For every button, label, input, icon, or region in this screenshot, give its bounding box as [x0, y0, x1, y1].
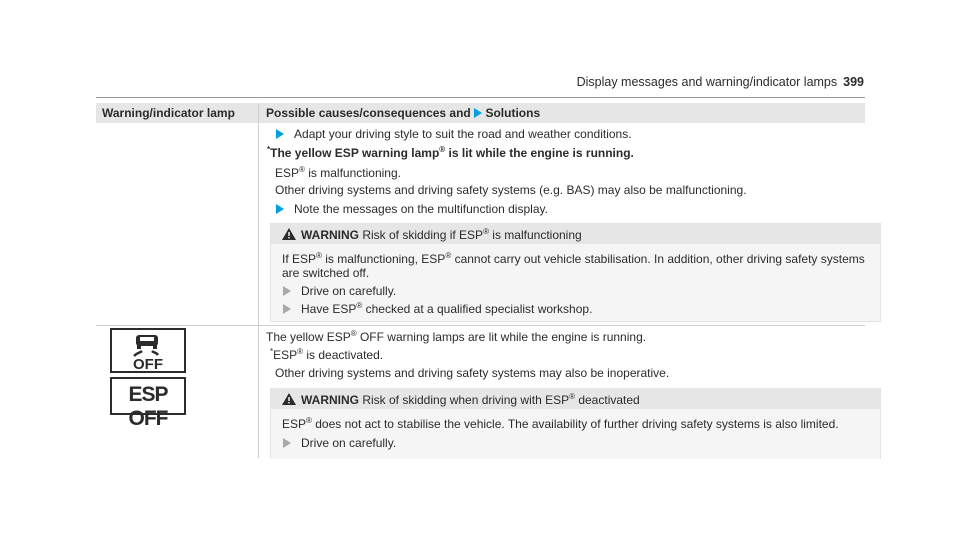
row1-esp-malfunction: ESP® is malfunctioning.	[275, 165, 401, 180]
esp-off-label: ESP OFF	[128, 383, 168, 430]
row-divider	[96, 325, 865, 326]
arrow-right-icon	[474, 108, 482, 118]
arrow-right-icon	[276, 129, 284, 139]
page-header	[577, 75, 864, 89]
row1-step-adapt: Adapt your driving style to suit the road and weather conditions.	[276, 127, 632, 141]
table-header	[96, 103, 865, 123]
header-rule	[96, 97, 865, 98]
row2-lamp-lit: The yellow ESP® OFF warning lamps are lit while the engine is running.	[266, 329, 647, 344]
esp-off-text-lamp-icon	[110, 377, 186, 430]
warning-title: WARNING Risk of skidding if ESP® is malfunctioning	[301, 227, 582, 242]
header-title: Display messages and warning/indicator lamps	[576, 75, 838, 89]
warning-title: WARNING Risk of skidding when driving with ESP® deactivated	[301, 392, 640, 407]
row1-step-note: Note the messages on the multifunction display.	[276, 202, 548, 216]
warning-body-line2: are switched off.	[282, 266, 370, 280]
row2-warning-box	[270, 388, 881, 459]
warning-step-workshop: Have ESP® checked at a qualified specialist workshop.	[283, 302, 592, 316]
column-divider	[258, 103, 259, 458]
warning-step-drive: Drive on carefully.	[283, 436, 396, 450]
row2-esp-deactivated: *ESP® is deactivated.	[270, 347, 384, 362]
warning-triangle-icon	[282, 393, 296, 405]
row1-other-systems: Other driving systems and driving safety systems (e.g. BAS) may also be malfunctioning.	[275, 183, 747, 197]
row1-cause-heading: *The yellow ESP warning lamp® is lit while the engine is running.	[267, 145, 634, 160]
row2-other-systems: Other driving systems and driving safety systems may also be inoperative.	[275, 366, 670, 380]
warning-lamp-table	[96, 103, 865, 458]
skidding-car-icon	[112, 330, 184, 371]
arrow-right-icon	[283, 286, 291, 296]
warning-body: ESP® does not act to stabilise the vehicle. The availability of further driving safety systems is also limited.	[282, 416, 839, 431]
row1-warning-box	[270, 223, 881, 322]
col-header-lamp: Warning/indicator lamp	[102, 106, 235, 120]
esp-off-skid-lamp-icon	[110, 328, 186, 373]
col-header-causes: Possible causes/consequences and Solutions	[266, 106, 541, 120]
warning-triangle-icon	[282, 228, 296, 240]
page-number: 399	[843, 75, 864, 89]
arrow-right-icon	[283, 438, 291, 448]
svg-text:OFF: OFF	[133, 356, 163, 371]
arrow-right-icon	[276, 204, 284, 214]
arrow-right-icon	[283, 304, 291, 314]
warning-body-line1: If ESP® is malfunctioning, ESP® cannot carry out vehicle stabilisation. In addition, other driving safety systems	[282, 251, 865, 266]
warning-step-drive: Drive on carefully.	[283, 284, 396, 298]
